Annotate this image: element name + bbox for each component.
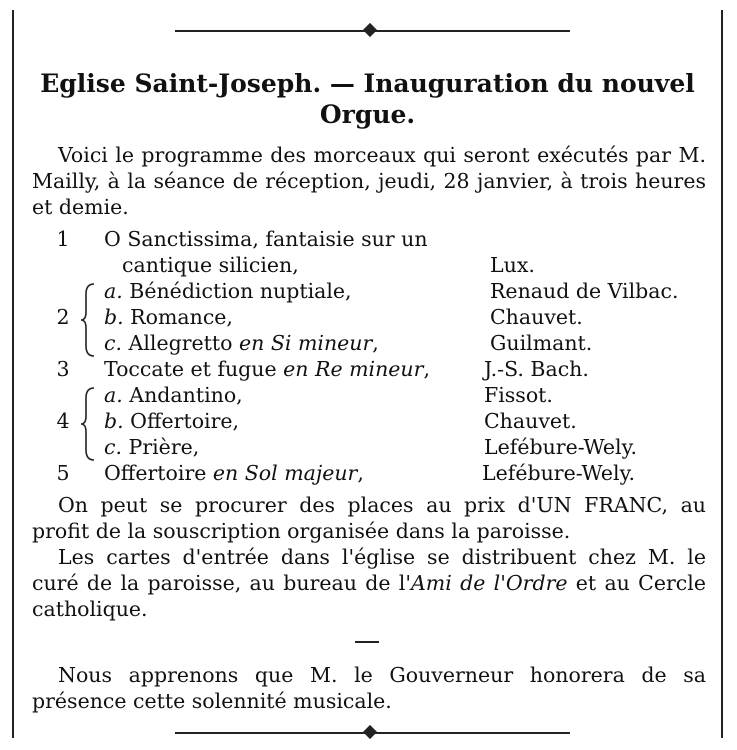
program-composer: Fissot. bbox=[484, 383, 553, 407]
bottom-ornament-rule bbox=[175, 726, 570, 740]
program-number: 3 bbox=[56, 357, 70, 381]
program-key: en Sol majeur bbox=[212, 461, 358, 485]
program-number: 2 bbox=[56, 305, 70, 329]
places-paragraph: On peut se procurer des places au prix d'UN FRANC, au profit de la souscription organisée dans la paroisse. bbox=[32, 493, 706, 543]
program-piece: Bénédiction nuptiale, bbox=[129, 279, 352, 303]
program-item bbox=[104, 278, 352, 304]
program-composer: Lefébure-Wely. bbox=[482, 461, 635, 485]
program-piece: Allegretto bbox=[128, 331, 239, 355]
section-separator bbox=[355, 641, 379, 643]
item-letter: a. bbox=[104, 383, 123, 407]
governor-paragraph: Nous apprenons que M. le Gouverneur honorera de sa présence cette solennité musicale. bbox=[32, 663, 706, 713]
program-number: 1 bbox=[56, 227, 70, 251]
program-composer: Chauvet. bbox=[490, 305, 583, 329]
program-piece-continued: cantique silicien, bbox=[122, 253, 299, 277]
program-key: en Si mineur bbox=[238, 331, 373, 355]
program-item bbox=[104, 408, 239, 434]
left-column-rule bbox=[12, 10, 14, 738]
program-composer: Chauvet. bbox=[484, 409, 577, 433]
program-item bbox=[104, 304, 233, 330]
top-ornament-rule bbox=[175, 24, 570, 38]
program-composer: Lefébure-Wely. bbox=[484, 435, 637, 459]
program-number: 5 bbox=[56, 461, 70, 485]
program-piece: Romance, bbox=[130, 305, 233, 329]
intro-paragraph: Voici le programme des morceaux qui seront exécutés par M. Mailly, à la séance de réception, jeudi, 28 janvier, à trois heures et demie. bbox=[32, 143, 706, 219]
program-composer: Guilmant. bbox=[490, 331, 593, 355]
program-piece: Andantino, bbox=[129, 383, 243, 407]
program-number: 4 bbox=[56, 409, 70, 433]
newspaper-name: Ami de l'Ordre bbox=[411, 571, 568, 595]
program-item: Toccate et fugue en Re mineur, bbox=[104, 357, 430, 381]
right-column-rule bbox=[721, 10, 723, 738]
program-piece: O Sanctissima, fantaisie sur un bbox=[104, 227, 428, 251]
program-item bbox=[104, 434, 199, 460]
brace-icon bbox=[80, 386, 96, 462]
brace-icon bbox=[80, 282, 96, 358]
program-piece: Offertoire, bbox=[130, 409, 240, 433]
item-letter: c. bbox=[104, 435, 122, 459]
article-title: Eglise Saint-Joseph. — Inauguration du nouvel Orgue. bbox=[40, 69, 695, 129]
program-key: en Re mineur bbox=[283, 357, 424, 381]
item-letter: b. bbox=[104, 305, 124, 329]
item-letter: a. bbox=[104, 279, 123, 303]
program-item: Offertoire en Sol majeur, bbox=[104, 461, 364, 485]
program-piece: Toccate et fugue bbox=[104, 357, 284, 381]
program-composer: Renaud de Vilbac. bbox=[490, 279, 679, 303]
program-piece: Offertoire bbox=[104, 461, 213, 485]
item-letter: c. bbox=[104, 331, 122, 355]
program-piece: Prière, bbox=[128, 435, 200, 459]
cards-paragraph: Les cartes d'entrée dans l'église se distribuent chez M. le curé de la paroisse, au bureau de l'Ami de l'Ordre et au Cercle catholique. bbox=[32, 545, 706, 621]
item-letter: b. bbox=[104, 409, 124, 433]
program-item bbox=[104, 382, 243, 408]
program-composer: Lux. bbox=[490, 253, 535, 277]
program-composer: J.-S. Bach. bbox=[484, 357, 589, 381]
program-item: c. Allegretto en Si mineur, bbox=[104, 331, 379, 355]
